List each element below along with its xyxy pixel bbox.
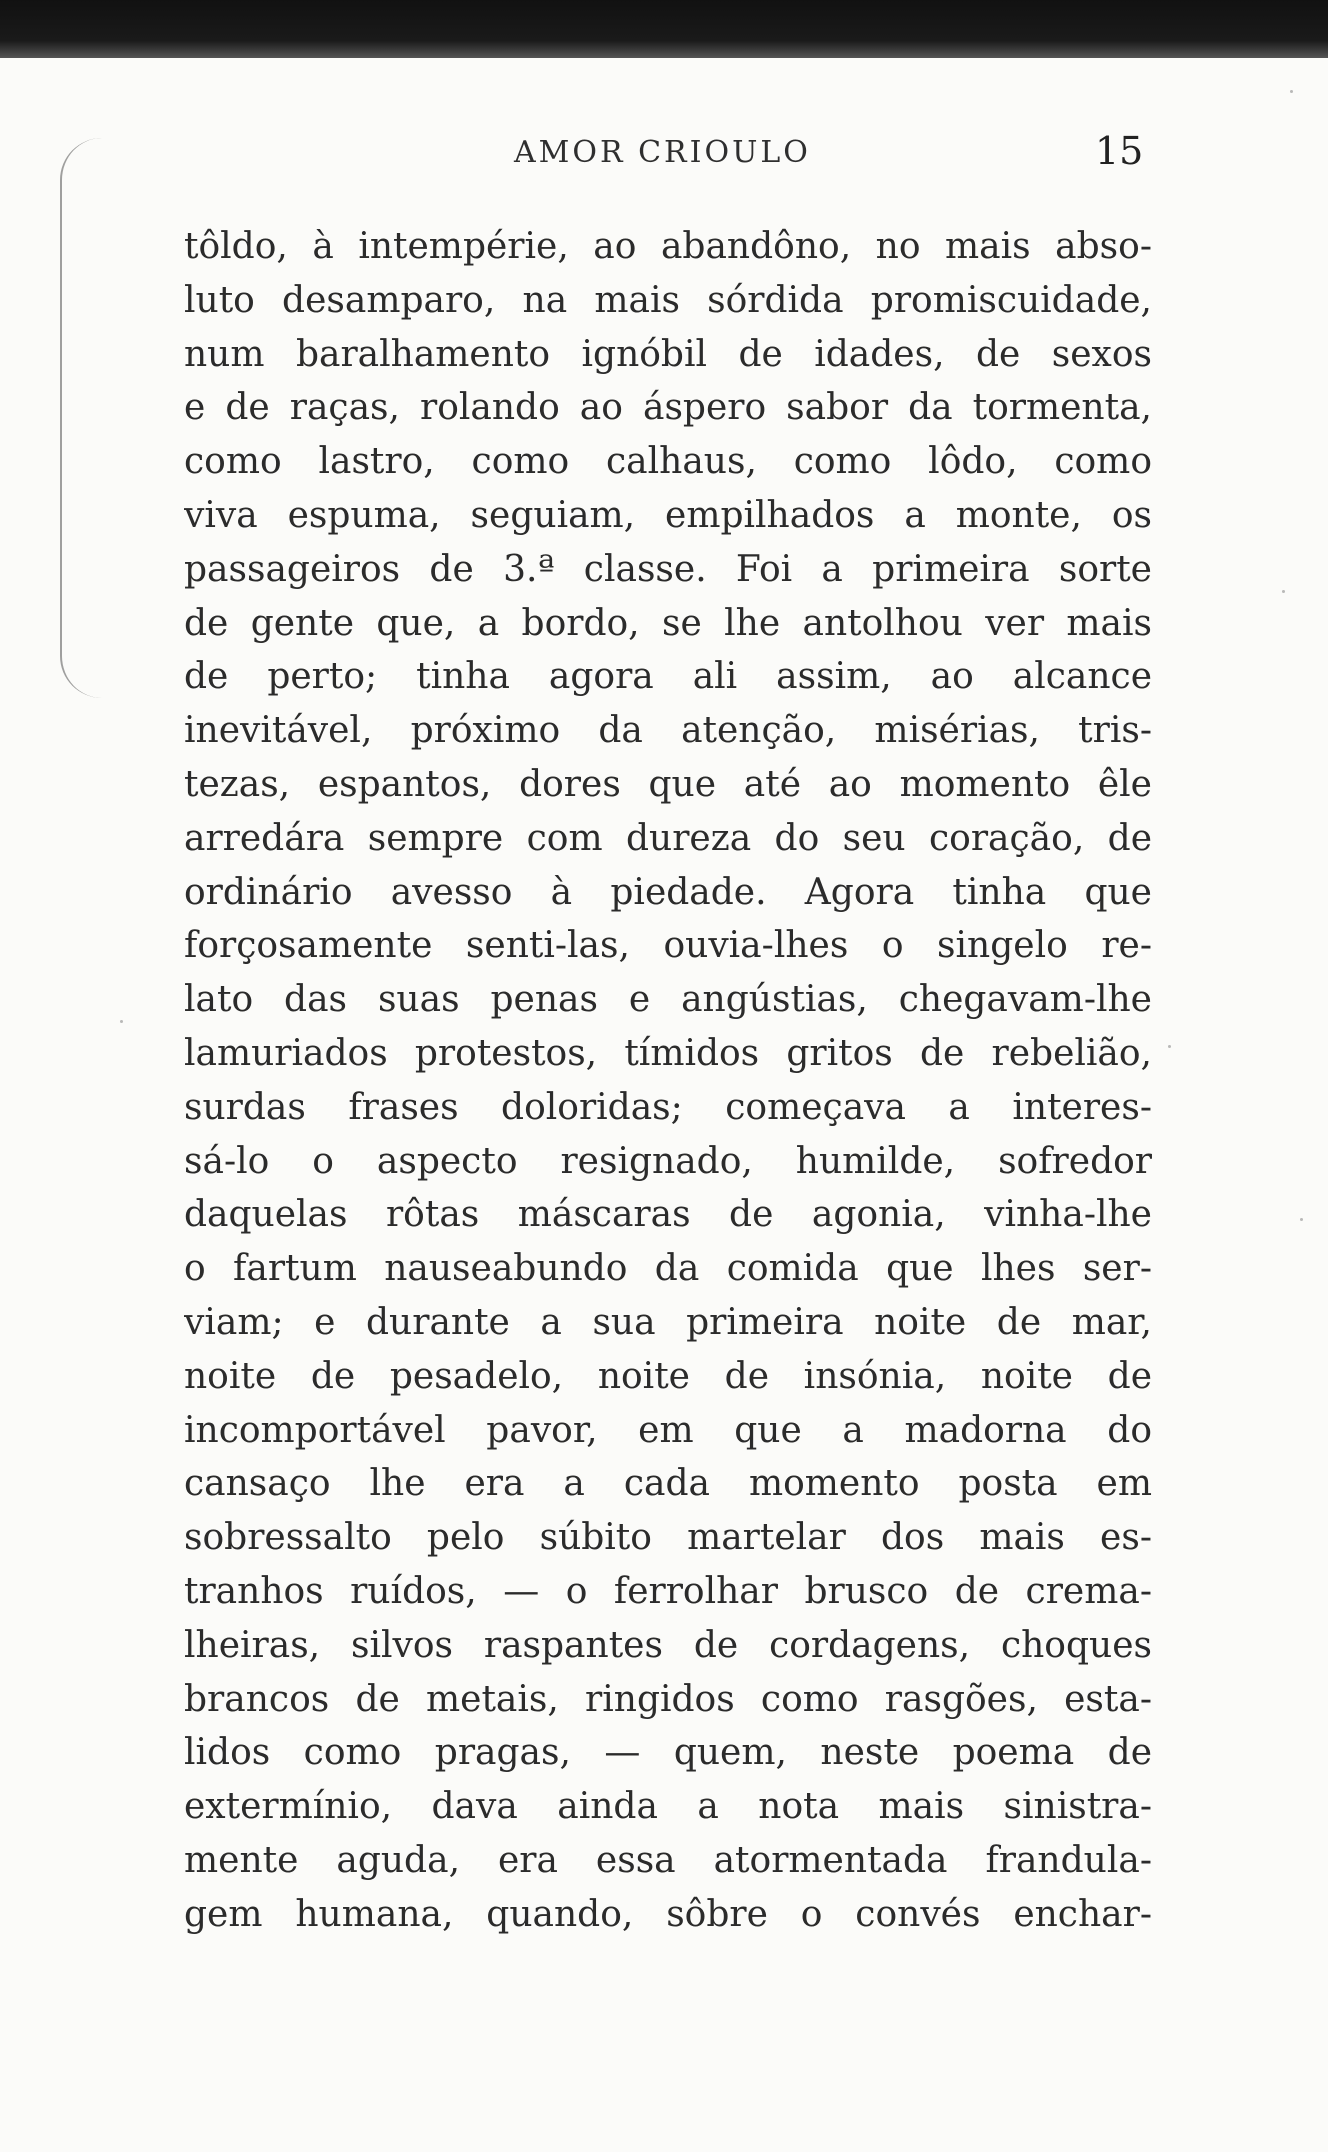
text-line: gem humana, quando, sôbre o convés enchar- bbox=[184, 1893, 1152, 1935]
text-line: sá-lo o aspecto resignado, humilde, sofredor bbox=[184, 1140, 1152, 1182]
text-line: noite de pesadelo, noite de insónia, noite de bbox=[184, 1355, 1152, 1397]
text-line: forçosamente senti-las, ouvia-lhes o singelo re- bbox=[184, 925, 1152, 967]
text-line: lidos como pragas, — quem, neste poema de bbox=[184, 1732, 1152, 1774]
text-line: lato das suas penas e angústias, chegavam-lhe bbox=[184, 979, 1152, 1021]
text-line: brancos de metais, ringidos como rasgões, esta- bbox=[184, 1678, 1152, 1720]
text-line: extermínio, dava ainda a nota mais sinistra- bbox=[184, 1786, 1152, 1828]
scan-top-edge bbox=[0, 0, 1328, 58]
scan-speck bbox=[120, 1020, 123, 1023]
text-line: viva espuma, seguiam, empilhados a monte, os bbox=[184, 494, 1152, 536]
text-line: tôldo, à intempérie, ao abandôno, no mais abso- bbox=[184, 226, 1152, 267]
text-line: inevitável, próximo da atenção, misérias, tris- bbox=[184, 710, 1152, 752]
text-line: num baralhamento ignóbil de idades, de sexos bbox=[184, 333, 1152, 375]
text-line: de perto; tinha agora ali assim, ao alcance bbox=[184, 656, 1152, 698]
text-line: daquelas rôtas máscaras de agonia, vinha-lhe bbox=[184, 1194, 1152, 1236]
text-line: sobressalto pelo súbito martelar dos mais es- bbox=[184, 1517, 1152, 1559]
page-number: 15 bbox=[1095, 129, 1144, 173]
text-line: mente aguda, era essa atormentada frandula- bbox=[184, 1839, 1152, 1881]
text-line: tranhos ruídos, — o ferrolhar brusco de crema- bbox=[184, 1570, 1152, 1612]
scan-speck bbox=[1290, 90, 1293, 93]
text-line: surdas frases doloridas; começava a interes- bbox=[184, 1086, 1152, 1128]
text-line: cansaço lhe era a cada momento posta em bbox=[184, 1463, 1152, 1505]
text-line: incomportável pavor, em que a madorna do bbox=[184, 1409, 1152, 1451]
text-line: arredára sempre com dureza do seu coração, de bbox=[184, 817, 1152, 859]
text-line: passageiros de 3.ª classe. Foi a primeira sorte bbox=[184, 548, 1152, 590]
text-line: e de raças, rolando ao áspero sabor da tormenta, bbox=[184, 387, 1152, 429]
scan-speck bbox=[1300, 1218, 1303, 1221]
text-line: como lastro, como calhaus, como lôdo, como bbox=[184, 441, 1152, 483]
text-line: ordinário avesso à piedade. Agora tinha que bbox=[184, 871, 1152, 913]
text-line: lheiras, silvos raspantes de cordagens, choques bbox=[184, 1624, 1152, 1666]
running-header bbox=[0, 129, 1328, 185]
text-line: de gente que, a bordo, se lhe antolhou ver mais bbox=[184, 602, 1152, 644]
scan-speck bbox=[1282, 590, 1285, 593]
text-line: viam; e durante a sua primeira noite de mar, bbox=[184, 1301, 1152, 1343]
text-line: o fartum nauseabundo da comida que lhes ser- bbox=[184, 1248, 1152, 1290]
body-text bbox=[184, 220, 1152, 1942]
running-title: AMOR CRIOULO bbox=[514, 135, 811, 170]
text-line: tezas, espantos, dores que até ao momento êle bbox=[184, 763, 1152, 805]
scan-speck bbox=[1168, 1045, 1171, 1048]
text-line: luto desamparo, na mais sórdida promiscuidade, bbox=[184, 279, 1152, 321]
page-curl-mark bbox=[60, 138, 102, 698]
text-line: lamuriados protestos, tímidos gritos de rebelião, bbox=[184, 1032, 1152, 1074]
